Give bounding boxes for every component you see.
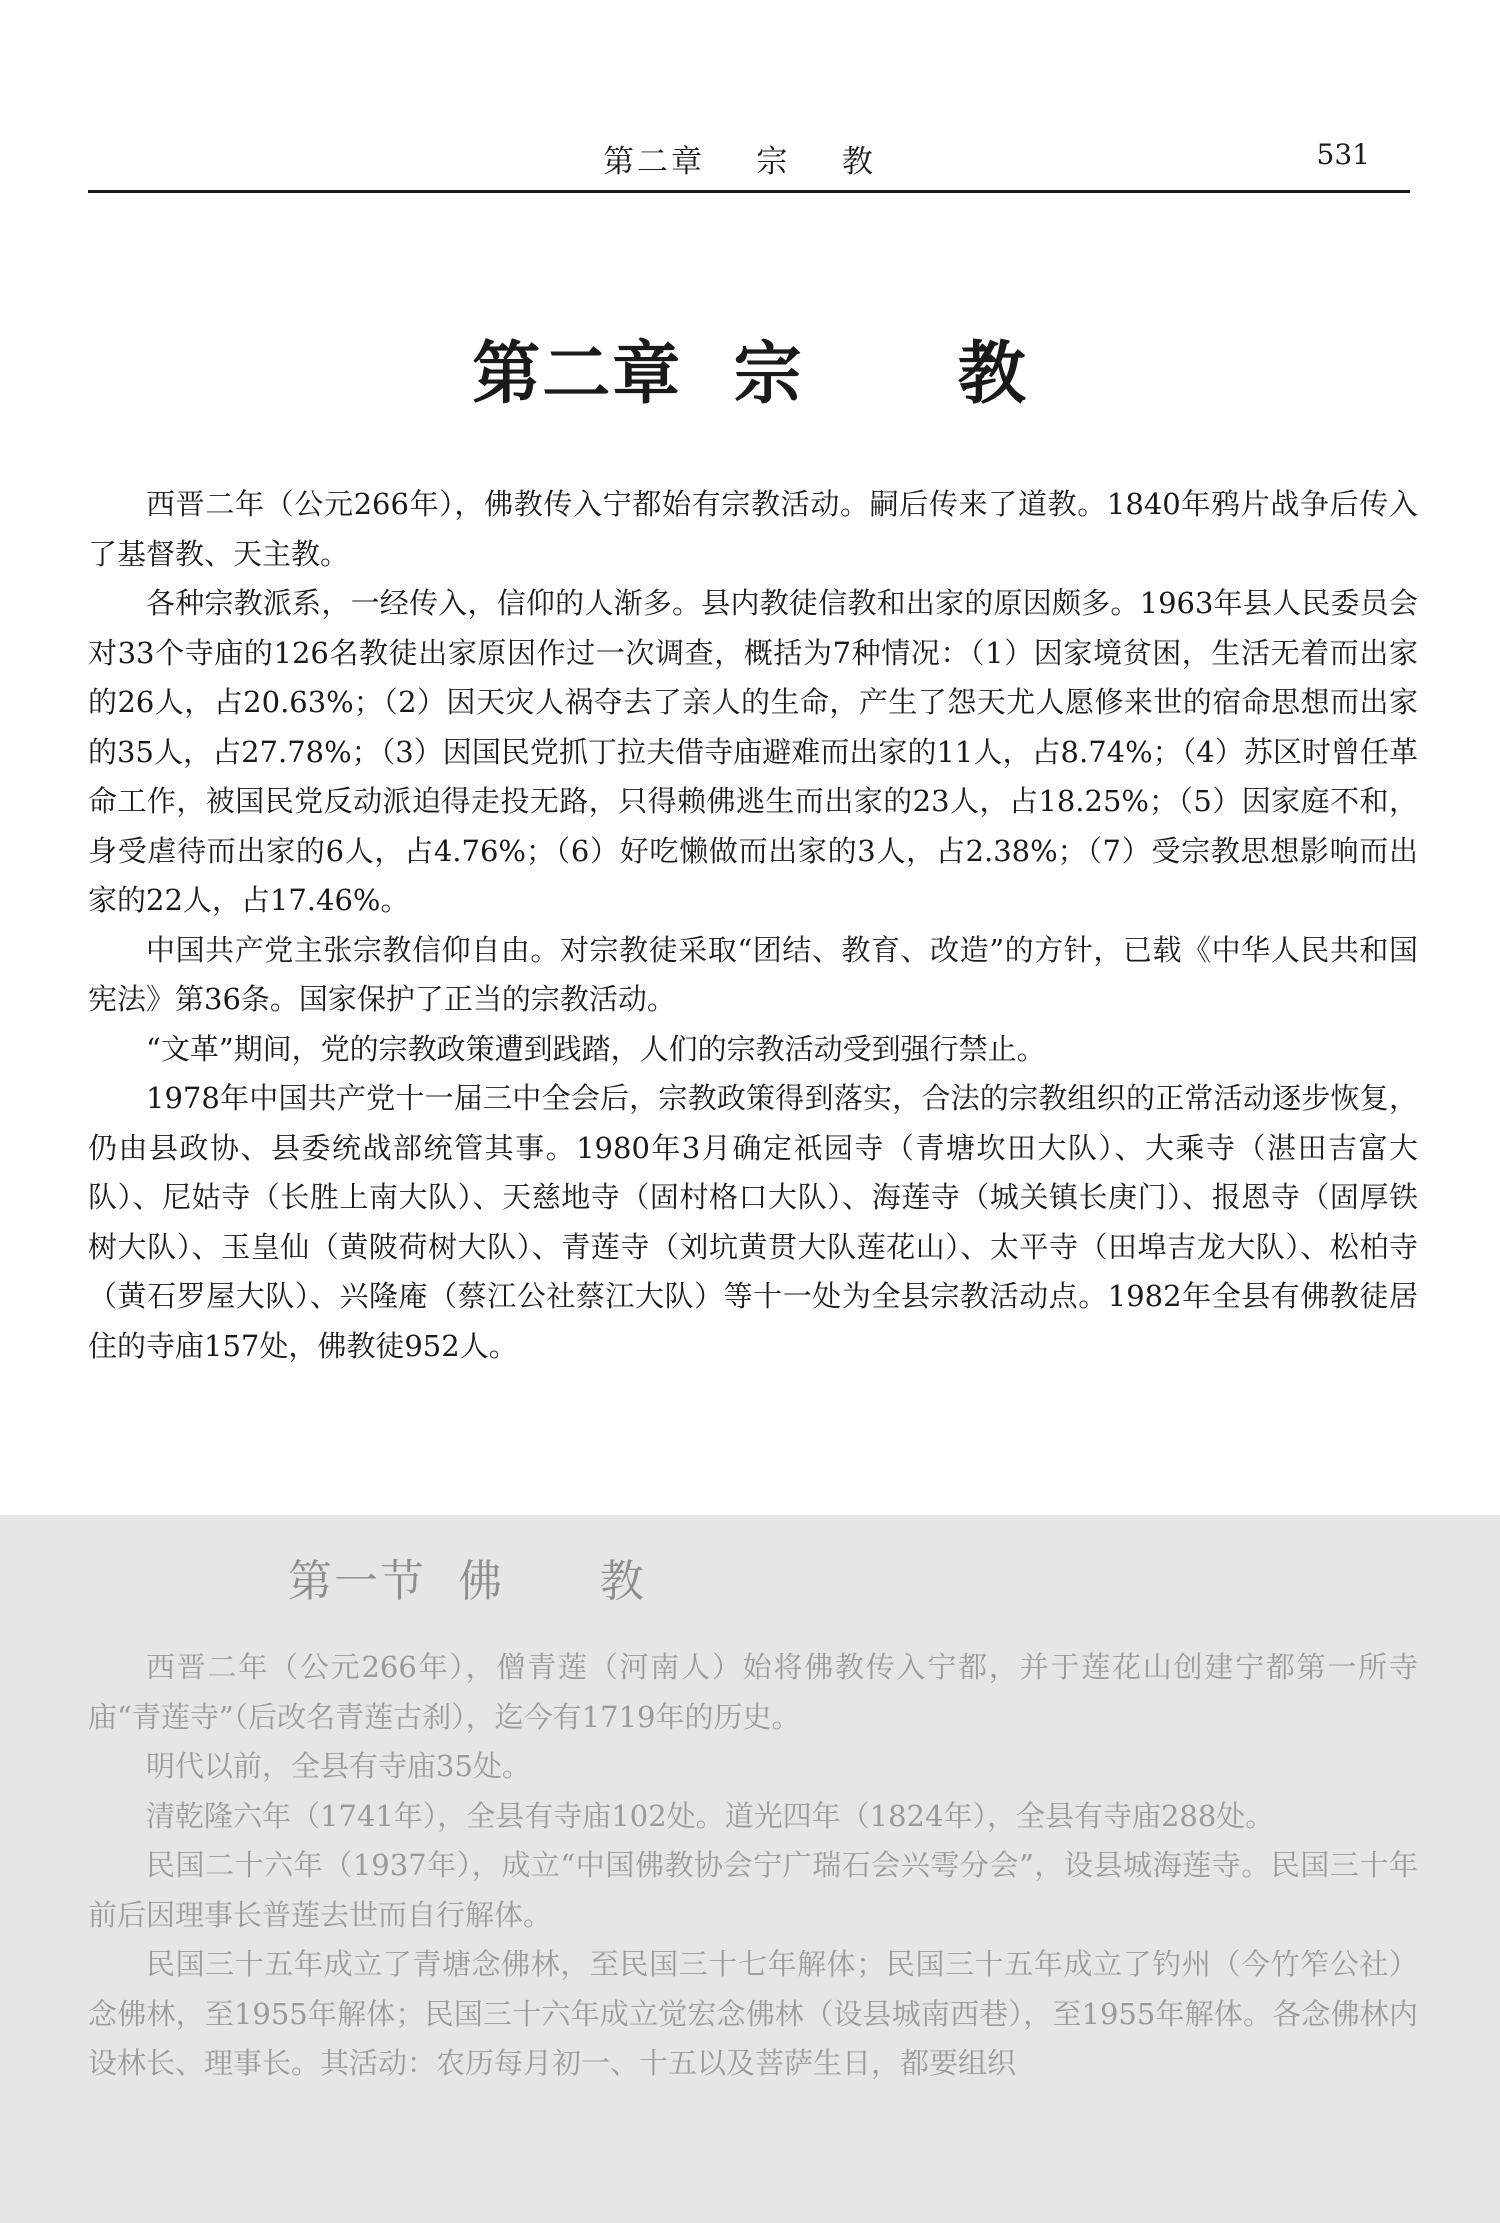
running-header-chapter: 第二章 宗 教	[603, 144, 876, 180]
paragraph: 民国三十五年成立了青塘念佛林，至民国三十七年解体；民国三十五年成立了钓州（今竹笮公社）念佛林，至1955年解体；民国三十六年成立觉宏念佛林（设县城南西巷），至1955年解体。各念佛林内设林长、理事长。其活动：农历每月初一、十五以及菩萨生日，都要组织	[88, 1947, 1418, 2080]
paragraph: 各种宗教派系，一经传入，信仰的人渐多。县内教徒信教和出家的原因颇多。1963年县人民委员会对33个寺庙的126名教徒出家原因作过一次调查，概括为7种情况：（1）因家境贫困，生活无着而出家的26人，占20.63%；（2）因天灾人祸夺去了亲人的生命，产生了怨天尤人愿修来世的宿命思想而出家的35人，占27.78%；（3）因国民党抓丁拉夫借寺庙避难而出家的11人，占8.74%；（4）苏区时曾任革命工作，被国民党反动派迫得走投无路，只得赖佛逃生而出家的23人，占18.25%；（5）因家庭不和，身受虐待而出家的6人，占4.76%；（6）好吃懒做而出家的3人，占2.38%；（7）受宗教思想影响而出家的22人，占17.46%。	[88, 586, 1418, 917]
chapter-intro-text	[88, 480, 1418, 1371]
paragraph: 明代以前，全县有寺庙35处。	[146, 1749, 531, 1783]
section-buddhism	[88, 1515, 1418, 2089]
paragraph: 民国二十六年（1937年），成立“中国佛教协会宁广瑞石会兴雩分会”，设县城海莲寺。民国三十年前后因理事长普莲去世而自行解体。	[88, 1848, 1418, 1932]
page-number: 531	[1316, 138, 1370, 171]
section-title: 第一节 佛 教	[288, 1556, 646, 1607]
running-header	[88, 118, 1410, 193]
paragraph: 清乾隆六年（1741年），全县有寺庙102处。道光四年（1824年），全县有寺庙288处。	[146, 1798, 1275, 1833]
paragraph: “文革”期间，党的宗教政策遭到践踏，人们的宗教活动受到强行禁止。	[146, 1031, 1046, 1066]
paragraph: 中国共产党主张宗教信仰自由。对宗教徒采取“团结、教育、改造”的方针，已载《中华人民共和国宪法》第36条。国家保护了正当的宗教活动。	[88, 932, 1418, 1016]
paragraph: 西晋二年（公元266年），僧青莲（河南人）始将佛教传入宁都，并于莲花山创建宁都第一所寺庙“青莲寺”（后改名青莲古刹），迄今有1719年的历史。	[88, 1650, 1418, 1734]
paragraph: 1978年中国共产党十一届三中全会后，宗教政策得到落实，合法的宗教组织的正常活动逐步恢复，仍由县政协、县委统战部统管其事。1980年3月确定祇园寺（青塘坎田大队）、大乘寺（湛田吉富大队）、尼姑寺（长胜上南大队）、天慈地寺（固村格口大队）、海莲寺（城关镇长庚门）、报恩寺（固厚铁树大队）、玉皇仙（黄陂荷树大队）、青莲寺（刘坑黄贯大队莲花山）、太平寺（田埠吉龙大队）、松柏寺（黄石罗屋大队）、兴隆庵（蔡江公社蔡江大队）等十一处为全县宗教活动点。1982年全县有佛教徒居住的寺庙157处，佛教徒952人。	[88, 1081, 1418, 1363]
paragraph: 西晋二年（公元266年），佛教传入宁都始有宗教活动。嗣后传来了道教。1840年鸦片战争后传入了基督教、天主教。	[88, 487, 1418, 571]
chapter-title: 第二章 宗 教	[472, 334, 1028, 414]
